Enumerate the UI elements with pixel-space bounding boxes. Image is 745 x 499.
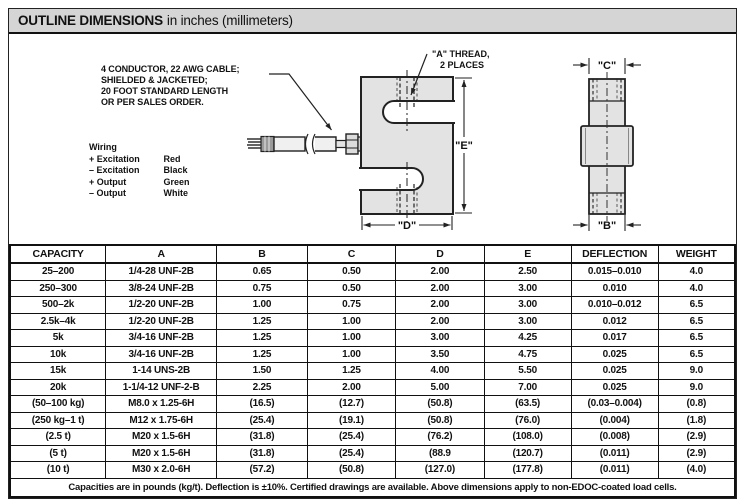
table-cell: (50–100 kg)	[10, 396, 106, 413]
table-cell: (108.0)	[484, 429, 571, 446]
table-cell: M30 x 2.0-6H	[106, 462, 217, 479]
table-cell: 2.00	[396, 297, 484, 314]
wiring-legend	[89, 142, 190, 200]
table-cell: 0.75	[307, 297, 395, 314]
table-cell: 0.012	[571, 313, 658, 330]
table-cell: (0.011)	[571, 445, 658, 462]
table-row	[10, 330, 735, 347]
table-cell: 0.65	[217, 263, 308, 280]
cable-note-line: SHIELDED & JACKETED;	[101, 75, 208, 85]
table-cell: 1-1/4-12 UNF-2-B	[106, 379, 217, 396]
table-cell: (50.8)	[396, 412, 484, 429]
wiring-color: Green	[163, 176, 190, 187]
table-cell: (57.2)	[217, 462, 308, 479]
table-cell: 0.025	[571, 379, 658, 396]
wiring-signal: + Excitation	[89, 153, 140, 164]
column-header: A	[106, 245, 217, 263]
table-cell: 3.00	[396, 330, 484, 347]
table-cell: 5k	[10, 330, 106, 347]
table-row	[10, 412, 735, 429]
dimension-c-label: "C"	[597, 60, 617, 72]
table-cell: 4.00	[396, 363, 484, 380]
table-cell: M8.0 x 1.25-6H	[106, 396, 217, 413]
table-cell: (250 kg–1 t)	[10, 412, 106, 429]
table-cell: M12 x 1.75-6H	[106, 412, 217, 429]
table-cell: 1.25	[217, 330, 308, 347]
table-cell: 2.00	[307, 379, 395, 396]
table-row	[10, 263, 735, 280]
table-cell: 2.00	[396, 280, 484, 297]
table-cell: 3.00	[484, 313, 571, 330]
table-cell: 2.00	[396, 313, 484, 330]
wiring-color: Red	[163, 153, 181, 164]
table-row	[10, 346, 735, 363]
table-cell: 2.00	[396, 263, 484, 280]
table-cell: (0.011)	[571, 462, 658, 479]
dimension-e-label: "E"	[455, 140, 473, 152]
table-cell: M20 x 1.5-6H	[106, 445, 217, 462]
table-cell: (2.5 t)	[10, 429, 106, 446]
table-cell: 1.00	[217, 297, 308, 314]
table-cell: (5 t)	[10, 445, 106, 462]
table-cell: 4.0	[658, 263, 735, 280]
cable-note	[101, 64, 239, 108]
table-cell: 1.00	[307, 346, 395, 363]
table-cell: 20k	[10, 379, 106, 396]
wiring-signal: + Output	[89, 176, 127, 187]
table-cell: 3.00	[484, 280, 571, 297]
table-cell: 7.00	[484, 379, 571, 396]
table-cell: 9.0	[658, 379, 735, 396]
table-cell: 0.015–0.010	[571, 263, 658, 280]
column-header: D	[396, 245, 484, 263]
table-cell: (16.5)	[217, 396, 308, 413]
table-cell: 0.017	[571, 330, 658, 347]
table-cell: (63.5)	[484, 396, 571, 413]
table-cell: 3.00	[484, 297, 571, 314]
table-cell: 6.5	[658, 297, 735, 314]
section-title-bar	[9, 9, 736, 34]
table-cell: (4.0)	[658, 462, 735, 479]
table-cell: (50.8)	[396, 396, 484, 413]
table-cell: (25.4)	[217, 412, 308, 429]
table-cell: 6.5	[658, 346, 735, 363]
table-cell: (76.0)	[484, 412, 571, 429]
table-cell: (1.8)	[658, 412, 735, 429]
table-cell: 1.25	[217, 346, 308, 363]
table-cell: (2.9)	[658, 445, 735, 462]
table-row	[10, 280, 735, 297]
cable-note-line: OR PER SALES ORDER.	[101, 97, 204, 107]
a-thread-label-line1: "A" THREAD,	[432, 49, 490, 59]
table-cell: (50.8)	[307, 462, 395, 479]
table-cell: 25–200	[10, 263, 106, 280]
table-cell: (10 t)	[10, 462, 106, 479]
table-cell: 250–300	[10, 280, 106, 297]
table-cell: 0.010	[571, 280, 658, 297]
table-cell: 15k	[10, 363, 106, 380]
table-cell: 0.025	[571, 363, 658, 380]
table-cell: 3/8-24 UNF-2B	[106, 280, 217, 297]
table-cell: 0.50	[307, 263, 395, 280]
table-cell: (127.0)	[396, 462, 484, 479]
cable-note-line: 20 FOOT STANDARD LENGTH	[101, 86, 229, 96]
table-cell: 1.50	[217, 363, 308, 380]
table-cell: 4.75	[484, 346, 571, 363]
table-cell: 1/2-20 UNF-2B	[106, 313, 217, 330]
table-row	[10, 429, 735, 446]
table-cell: 9.0	[658, 363, 735, 380]
table-cell: 3/4-16 UNF-2B	[106, 330, 217, 347]
table-cell: (0.008)	[571, 429, 658, 446]
table-row	[10, 396, 735, 413]
table-cell: (12.7)	[307, 396, 395, 413]
front-view	[359, 70, 455, 222]
cable-drawing	[247, 134, 363, 154]
table-cell: 1.00	[307, 313, 395, 330]
dimensions-table	[9, 244, 736, 498]
table-cell: (177.8)	[484, 462, 571, 479]
table-cell: 6.5	[658, 313, 735, 330]
table-cell: 1.25	[307, 363, 395, 380]
table-row	[10, 379, 735, 396]
table-cell: 3/4-16 UNF-2B	[106, 346, 217, 363]
table-cell: 10k	[10, 346, 106, 363]
table-footnote: Capacities are in pounds (kg/t). Deflection is ±10%. Certified drawings are available. Above dimensions apply to non-EDOC-coated load cells.	[10, 478, 735, 497]
table-cell: (88.9	[396, 445, 484, 462]
table-cell: 5.50	[484, 363, 571, 380]
table-cell: (0.8)	[658, 396, 735, 413]
section-title-units: in inches (millimeters)	[166, 13, 293, 28]
content-frame	[8, 8, 737, 499]
table-cell: 1/4-28 UNF-2B	[106, 263, 217, 280]
table-cell: 500–2k	[10, 297, 106, 314]
table-cell: (31.8)	[217, 429, 308, 446]
cable-leader-arrow	[269, 74, 332, 130]
wiring-color: White	[163, 188, 189, 198]
wiring-row	[89, 177, 190, 189]
table-cell: 1-14 UNS-2B	[106, 363, 217, 380]
table-body	[10, 263, 735, 478]
table-cell: 1.25	[217, 313, 308, 330]
table-cell: M20 x 1.5-6H	[106, 429, 217, 446]
dimension-b-label: "B"	[597, 220, 617, 232]
table-cell: (0.03–0.004)	[571, 396, 658, 413]
column-header: CAPACITY	[10, 245, 106, 263]
table-row	[10, 313, 735, 330]
table-header-row	[10, 245, 735, 263]
table-cell: 3.50	[396, 346, 484, 363]
table-cell: 0.50	[307, 280, 395, 297]
table-cell: (31.8)	[217, 445, 308, 462]
wiring-title: Wiring	[89, 142, 117, 152]
outline-drawing-area	[9, 34, 736, 244]
wiring-row	[89, 165, 190, 177]
table-cell: 2.25	[217, 379, 308, 396]
cable-note-line: 4 CONDUCTOR, 22 AWG CABLE;	[101, 64, 240, 74]
table-cell: 4.0	[658, 280, 735, 297]
table-cell: (25.4)	[307, 429, 395, 446]
wiring-signal: – Output	[89, 188, 126, 198]
wiring-signal: – Excitation	[89, 165, 140, 175]
wiring-color: Black	[163, 165, 188, 175]
table-cell: (19.1)	[307, 412, 395, 429]
a-thread-label-line2: 2 PLACES	[440, 60, 485, 70]
column-header: B	[217, 245, 308, 263]
table-row	[10, 297, 735, 314]
table-cell: 6.5	[658, 330, 735, 347]
table-row	[10, 462, 735, 479]
section-title: OUTLINE DIMENSIONS	[18, 13, 163, 28]
table-row	[10, 363, 735, 380]
side-view	[581, 72, 633, 221]
table-cell: (120.7)	[484, 445, 571, 462]
column-header: E	[484, 245, 571, 263]
wiring-row	[89, 188, 190, 200]
table-cell: 1.00	[307, 330, 395, 347]
table-cell: (25.4)	[307, 445, 395, 462]
table-cell: 0.75	[217, 280, 308, 297]
table-cell: 0.010–0.012	[571, 297, 658, 314]
dimension-d-label: "D"	[397, 220, 417, 232]
table-row	[10, 445, 735, 462]
table-cell: (76.2)	[396, 429, 484, 446]
table-cell: 4.25	[484, 330, 571, 347]
table-cell: (0.004)	[571, 412, 658, 429]
table-cell: 2.5k–4k	[10, 313, 106, 330]
table-cell: 1/2-20 UNF-2B	[106, 297, 217, 314]
column-header: DEFLECTION	[571, 245, 658, 263]
table-cell: (2.9)	[658, 429, 735, 446]
wiring-row	[89, 154, 190, 166]
table-cell: 0.025	[571, 346, 658, 363]
table-cell: 5.00	[396, 379, 484, 396]
column-header: WEIGHT	[658, 245, 735, 263]
table-cell: 2.50	[484, 263, 571, 280]
column-header: C	[307, 245, 395, 263]
table-footnote-row	[10, 478, 735, 497]
